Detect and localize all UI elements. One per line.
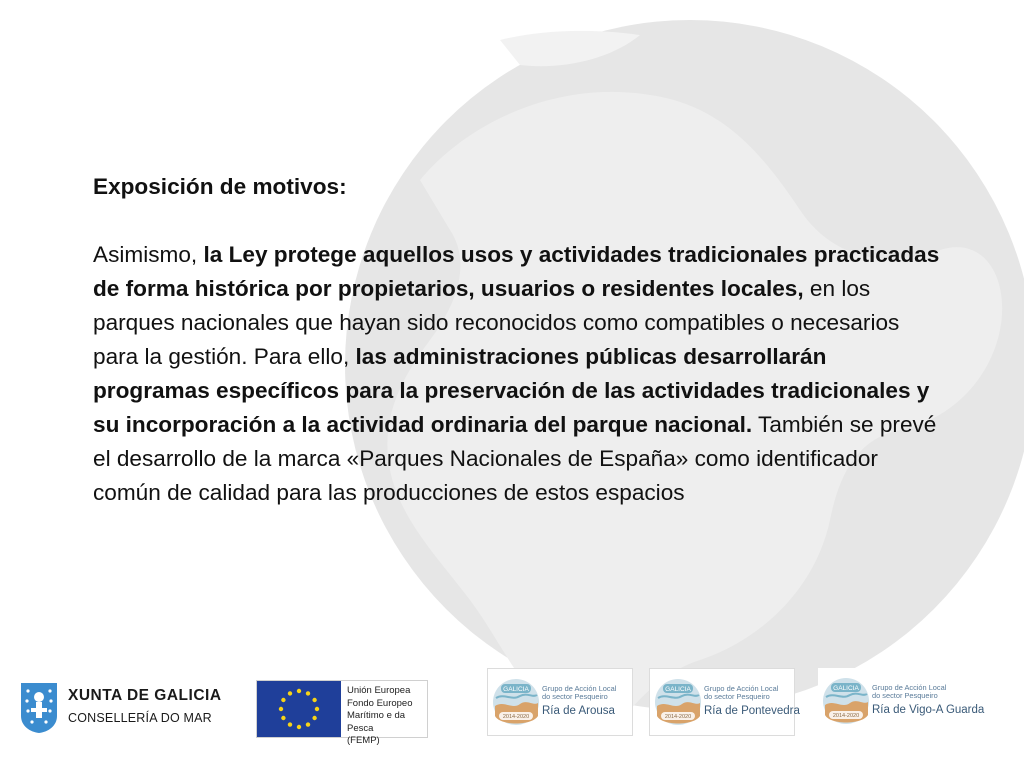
- galp-group-line: Grupo de Acción Local: [542, 684, 617, 693]
- galp-group-line: do sector Pesqueiro: [704, 692, 770, 702]
- galp-badge-top: GALICIA: [833, 685, 859, 692]
- xunta-logo: [20, 682, 230, 738]
- galp-group-text: [542, 685, 616, 701]
- eu-femp-logo: [256, 680, 428, 746]
- galp-group-line: Grupo de Acción Local: [704, 684, 779, 693]
- slide-heading: Exposición de motivos:: [93, 174, 347, 199]
- eu-line: (FEMP): [347, 735, 380, 746]
- galp-wave-badge-icon: [822, 675, 870, 727]
- slide-paragraph: [93, 238, 943, 510]
- galp-group-line: Grupo de Acción Local: [872, 683, 947, 692]
- galp-group-line: do sector Pesqueiro: [542, 692, 608, 702]
- paragraph-run: Asimismo,: [93, 242, 204, 267]
- xunta-shield-icon: [20, 682, 58, 734]
- paragraph-run-bold: la Ley protege aquellos usos y actividades tradicionales practicadas de forma histórica por propietarios, usuarios o residentes locales,: [93, 242, 940, 301]
- galp-logo-arousa: [487, 668, 633, 736]
- galp-group-text: [704, 685, 778, 701]
- footer-logos: [0, 660, 1024, 768]
- paragraph-run-bold: las administraciones públicas desarrollarán programas específicos para la preservación de las actividades tradicionales y su incorporación a la actividad ordinaria del parque nacional.: [93, 344, 930, 437]
- galp-place-name: Ría de Vigo-A Guarda: [872, 704, 985, 716]
- galp-badge-bottom: 2014-2020: [832, 713, 860, 719]
- eu-line: Marítimo e da Pesca: [347, 710, 406, 734]
- eu-flag-icon: [257, 681, 341, 737]
- xunta-subtitle: CONSELLERÍA DO MAR: [68, 711, 212, 725]
- galp-badge-top: GALICIA: [665, 686, 691, 693]
- galp-group-line: do sector Pesqueiro: [872, 691, 938, 701]
- galp-logo-vigo: [818, 668, 988, 734]
- galp-place-name: Ría de Arousa: [542, 705, 615, 717]
- galp-logo-pontevedra: [649, 668, 800, 736]
- eu-femp-text: [347, 685, 427, 748]
- galp-wave-badge-icon: [492, 676, 540, 728]
- galp-wave-badge-icon: [654, 676, 702, 728]
- galp-badge-top: GALICIA: [503, 686, 529, 693]
- eu-line: Unión Europea: [347, 685, 411, 696]
- slide-content: [93, 170, 943, 510]
- galp-group-text: [872, 684, 946, 700]
- galp-place-name: Ría de Pontevedra: [704, 705, 800, 717]
- galp-badge-bottom: 2014-2020: [502, 714, 530, 720]
- galp-badge-bottom: 2014-2020: [664, 714, 692, 720]
- xunta-title: XUNTA DE GALICIA: [68, 687, 222, 704]
- eu-line: Fondo Europeo: [347, 697, 413, 709]
- paragraph-run: en los parques nacionales que hayan sido reconocidos como compatibles o necesarios para la gestión. Para ello,: [93, 276, 900, 369]
- paragraph-run: También se prevé el desarrollo de la marca «Parques Nacionales de España» como identificador común de calidad para las producciones de estos espacios: [93, 412, 937, 505]
